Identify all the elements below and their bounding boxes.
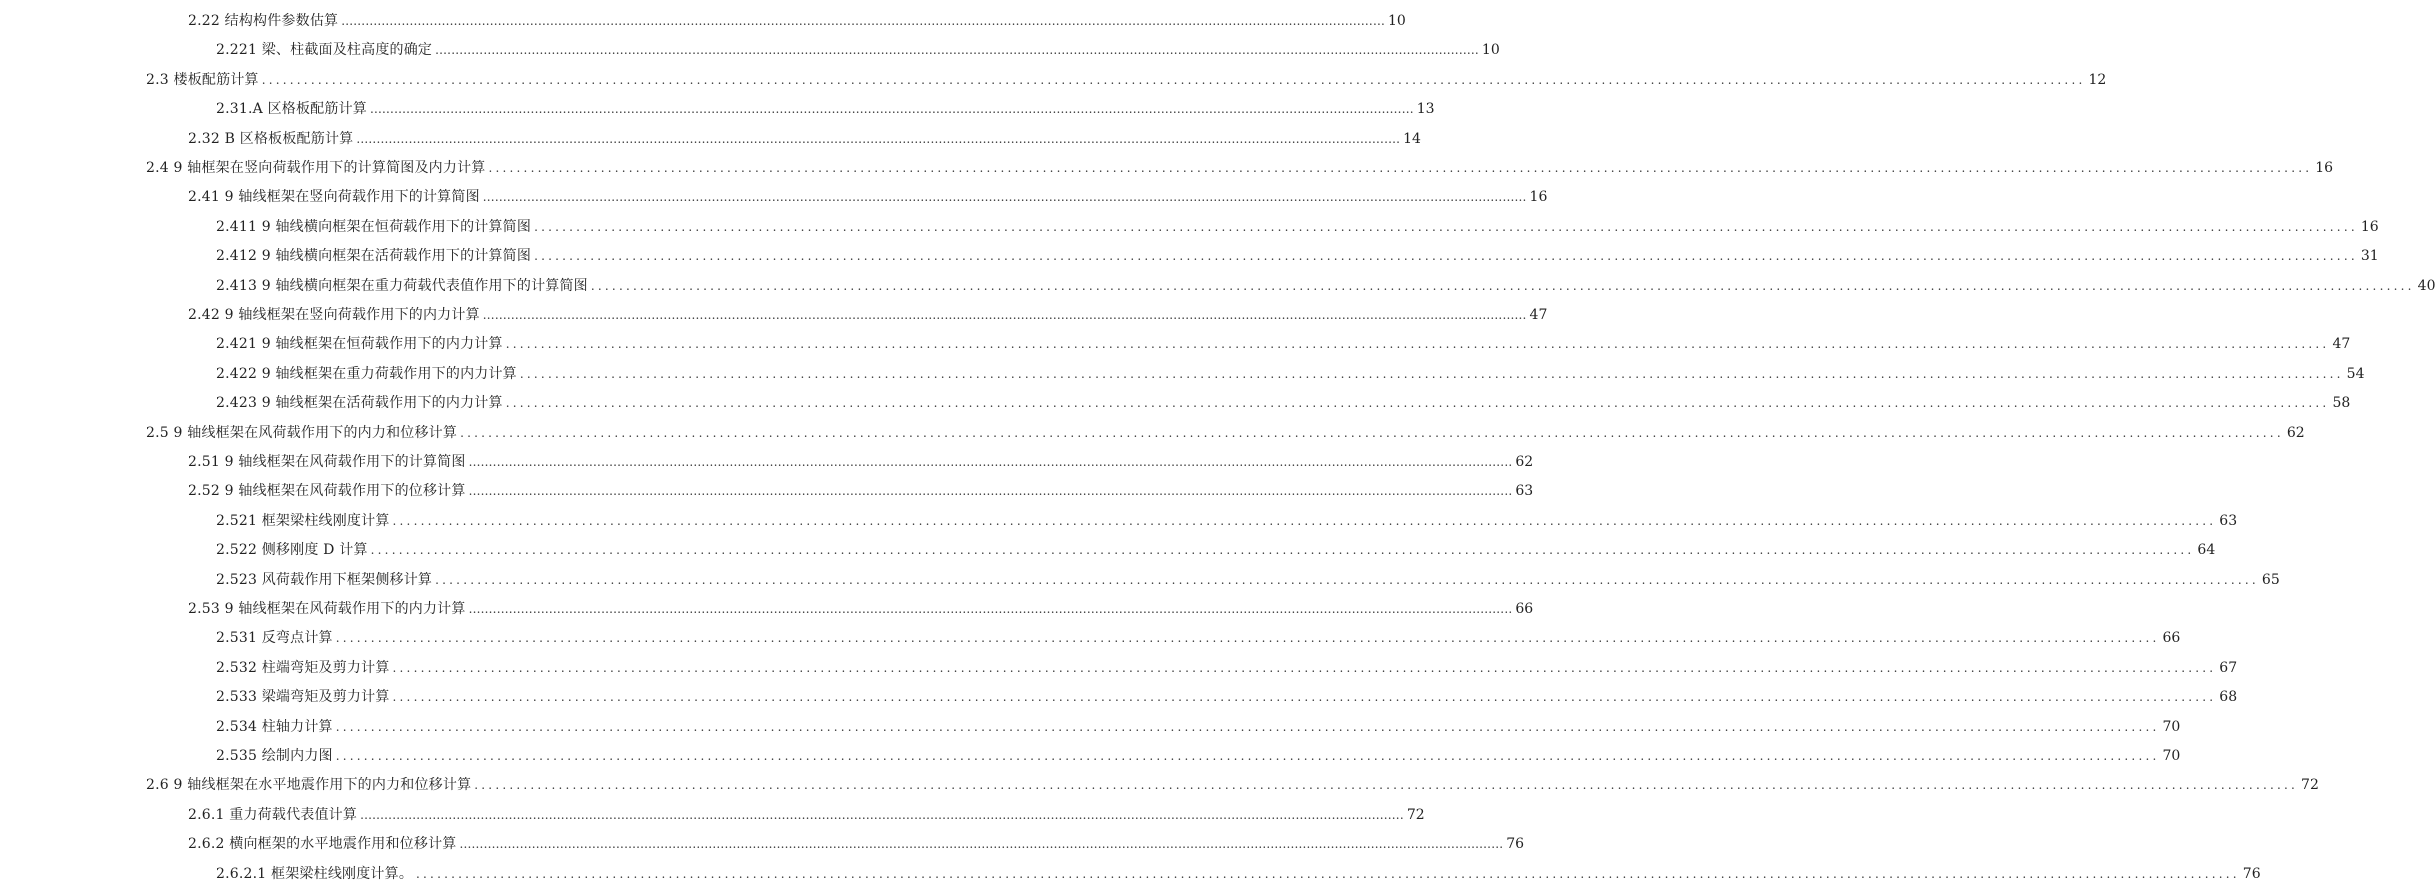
toc-page-number: 13 [1416,101,1435,117]
toc-entry-label: 2.6.1 重力荷载代表值计算 [188,807,358,823]
toc-entry[interactable] [188,124,1421,148]
toc-entry[interactable] [216,565,2280,589]
toc-entry[interactable] [188,829,1525,853]
toc-entry-label: 2.423 9 轴线框架在活荷载作用下的内力计算 [216,395,503,411]
toc-entry[interactable] [188,476,1534,500]
toc-leader-dots: .................................................................................................................................................................................................................................................................... [356,132,1401,146]
toc-page-number: 47 [2332,336,2351,352]
toc-leader-dots: .................................................................................................................................................................................................................................................................... [534,220,2358,234]
toc-entry-label: 2.533 梁端弯矩及剪力计算 [216,689,390,705]
toc-leader-dots: .................................................................................................................................................................................................................................................................... [459,837,1504,851]
toc-page-number: 68 [2219,689,2238,705]
toc-leader-dots: .................................................................................................................................................................................................................................................................... [482,190,1527,204]
toc-entry[interactable] [188,300,1548,324]
toc-leader-dots: .................................................................................................................................................................................................................................................................... [590,279,2415,293]
toc-leader-dots: .................................................................................................................................................................................................................................................................... [261,73,2086,87]
toc-page-number: 14 [1403,131,1421,147]
toc-page-number: 72 [2301,777,2319,793]
toc-page-number: 76 [1506,836,1525,852]
toc-entry[interactable] [216,712,2181,736]
toc-leader-dots: .................................................................................................................................................................................................................................................................... [335,749,2160,763]
toc-leader-dots: .................................................................................................................................................................................................................................................................... [519,367,2344,381]
toc-entry-label: 2.42 9 轴线框架在竖向荷载作用下的内力计算 [188,307,480,323]
toc-entry[interactable] [188,447,1534,471]
toc-leader-dots: .................................................................................................................................................................................................................................................................... [488,161,2313,175]
toc-entry-label: 2.535 绘制内力图 [216,748,333,764]
toc-page-number: 65 [2261,572,2280,588]
toc-entry-label: 2.4 9 轴框架在竖向荷载作用下的计算简图及内力计算 [146,160,486,176]
toc-entry-label: 2.522 侧移刚度 D 计算 [216,542,368,558]
toc-leader-dots: .................................................................................................................................................................................................................................................................... [392,690,2217,704]
toc-page-number: 70 [2162,748,2181,764]
toc-page-number: 10 [1481,42,1500,58]
toc-entry-label: 2.521 框架梁柱线刚度计算 [216,513,390,529]
toc-entry[interactable] [146,418,2305,442]
toc-entry-label: 2.32 B 区格板板配筋计算 [188,131,354,147]
toc-page-number: 62 [2286,425,2305,441]
toc-page-number: 47 [1529,307,1548,323]
toc-leader-dots: .................................................................................................................................................................................................................................................................... [335,720,2160,734]
toc-entry[interactable] [216,241,2379,265]
toc-entry[interactable] [188,6,1406,30]
toc-entry[interactable] [188,800,1425,824]
toc-page-number: 16 [2315,160,2334,176]
toc-entry-label: 2.51 9 轴线框架在风荷载作用下的计算简图 [188,454,466,470]
toc-entry[interactable] [216,859,2261,883]
toc-entry-label: 2.41 9 轴线框架在竖向荷载作用下的计算简图 [188,189,480,205]
toc-entry-label: 2.523 风荷载作用下框架侧移计算 [216,572,433,588]
toc-page-number: 66 [2162,630,2181,646]
toc-entry[interactable] [216,271,2435,295]
toc-entry-label: 2.534 柱轴力计算 [216,719,333,735]
toc-entry-label: 2.5 9 轴线框架在风荷载作用下的内力和位移计算 [146,425,458,441]
toc-page-number: 66 [1515,601,1534,617]
toc-leader-dots: .................................................................................................................................................................................................................................................................... [534,249,2358,263]
toc-leader-dots: .................................................................................................................................................................................................................................................................... [370,543,2195,557]
toc-page-number: 54 [2346,366,2365,382]
toc-page-number: 76 [2242,866,2261,882]
toc-leader-dots: .................................................................................................................................................................................................................................................................... [435,573,2259,587]
toc-entry-label: 2.532 柱端弯矩及剪力计算 [216,660,390,676]
toc-page-number: 12 [2088,72,2107,88]
toc-entry[interactable] [216,35,1500,59]
toc-page-number: 64 [2197,542,2216,558]
toc-leader-dots: .................................................................................................................................................................................................................................................................... [474,778,2299,792]
toc-entry[interactable] [146,65,2107,89]
toc-page-number: 10 [1388,13,1406,29]
toc-entry-label: 2.53 9 轴线框架在风荷载作用下的内力计算 [188,601,466,617]
toc-page-number: 63 [2219,513,2238,529]
toc-entry-label: 2.3 楼板配筋计算 [146,72,259,88]
toc-entry[interactable] [216,535,2216,559]
toc-leader-dots: .................................................................................................................................................................................................................................................................... [505,337,2330,351]
toc-entry[interactable] [216,653,2238,677]
toc-leader-dots: .................................................................................................................................................................................................................................................................... [392,514,2217,528]
toc-entry[interactable] [216,212,2379,236]
toc-page-number: 72 [1406,807,1425,823]
toc-entry[interactable] [216,682,2238,706]
toc-entry[interactable] [216,388,2351,412]
toc-leader-dots: .................................................................................................................................................................................................................................................................... [360,808,1404,822]
toc-entry-label: 2.531 反弯点计算 [216,630,333,646]
toc-entry-label: 2.31.A 区格板配筋计算 [216,101,367,117]
toc-leader-dots: .................................................................................................................................................................................................................................................................... [335,631,2160,645]
toc-page-number: 62 [1515,454,1534,470]
toc-entry-label: 2.411 9 轴线横向框架在恒荷载作用下的计算简图 [216,219,532,235]
toc-leader-dots: .................................................................................................................................................................................................................................................................... [505,396,2330,410]
toc-page-number: 40 [2417,278,2435,294]
toc-entry-label: 2.221 梁、柱截面及柱高度的确定 [216,42,433,58]
toc-leader-dots: .................................................................................................................................................................................................................................................................... [468,455,1513,469]
toc-leader-dots: .................................................................................................................................................................................................................................................................... [416,867,2240,881]
toc-leader-dots: .................................................................................................................................................................................................................................................................... [392,661,2217,675]
toc-entry[interactable] [188,182,1548,206]
toc-page-number: 67 [2219,660,2238,676]
toc-entry[interactable] [216,359,2365,383]
toc-entry-label: 2.52 9 轴线框架在风荷载作用下的位移计算 [188,483,466,499]
toc-entry-label: 2.422 9 轴线框架在重力荷载作用下的内力计算 [216,366,517,382]
toc-leader-dots: .................................................................................................................................................................................................................................................................... [341,14,1385,28]
toc-entry[interactable] [216,94,1435,118]
toc-entry-label: 2.6.2.1 框架梁柱线刚度计算。 [216,866,414,882]
toc-leader-dots: .................................................................................................................................................................................................................................................................... [369,102,1414,116]
toc-entry[interactable] [216,506,2238,530]
toc-entry[interactable] [216,741,2181,765]
toc-entry-label: 2.413 9 轴线横向框架在重力荷载代表值作用下的计算简图 [216,278,588,294]
toc-leader-dots: .................................................................................................................................................................................................................................................................... [482,308,1527,322]
toc-page-number: 63 [1515,483,1534,499]
toc-entry-label: 2.412 9 轴线横向框架在活荷载作用下的计算简图 [216,248,532,264]
toc-entry[interactable] [146,770,2319,794]
toc-entry-label: 2.421 9 轴线框架在恒荷载作用下的内力计算 [216,336,503,352]
toc-leader-dots: .................................................................................................................................................................................................................................................................... [468,484,1513,498]
toc-entry-label: 2.6.2 横向框架的水平地震作用和位移计算 [188,836,457,852]
toc-entry-label: 2.22 结构构件参数估算 [188,13,339,29]
toc-entry[interactable] [188,594,1534,618]
toc-entry[interactable] [146,153,2334,177]
toc-leader-dots: .................................................................................................................................................................................................................................................................... [468,602,1513,616]
toc-entry-label: 2.6 9 轴线框架在水平地震作用下的内力和位移计算 [146,777,472,793]
toc-entry[interactable] [216,623,2181,647]
toc-entry[interactable] [216,329,2351,353]
toc-page-number: 16 [1529,189,1548,205]
toc-leader-dots: .................................................................................................................................................................................................................................................................... [460,426,2284,440]
toc-page-number: 16 [2360,219,2379,235]
toc-leader-dots: .................................................................................................................................................................................................................................................................... [435,43,1479,57]
toc-page-number: 70 [2162,719,2181,735]
toc-page-number: 58 [2332,395,2351,411]
toc-page-number: 31 [2360,248,2379,264]
